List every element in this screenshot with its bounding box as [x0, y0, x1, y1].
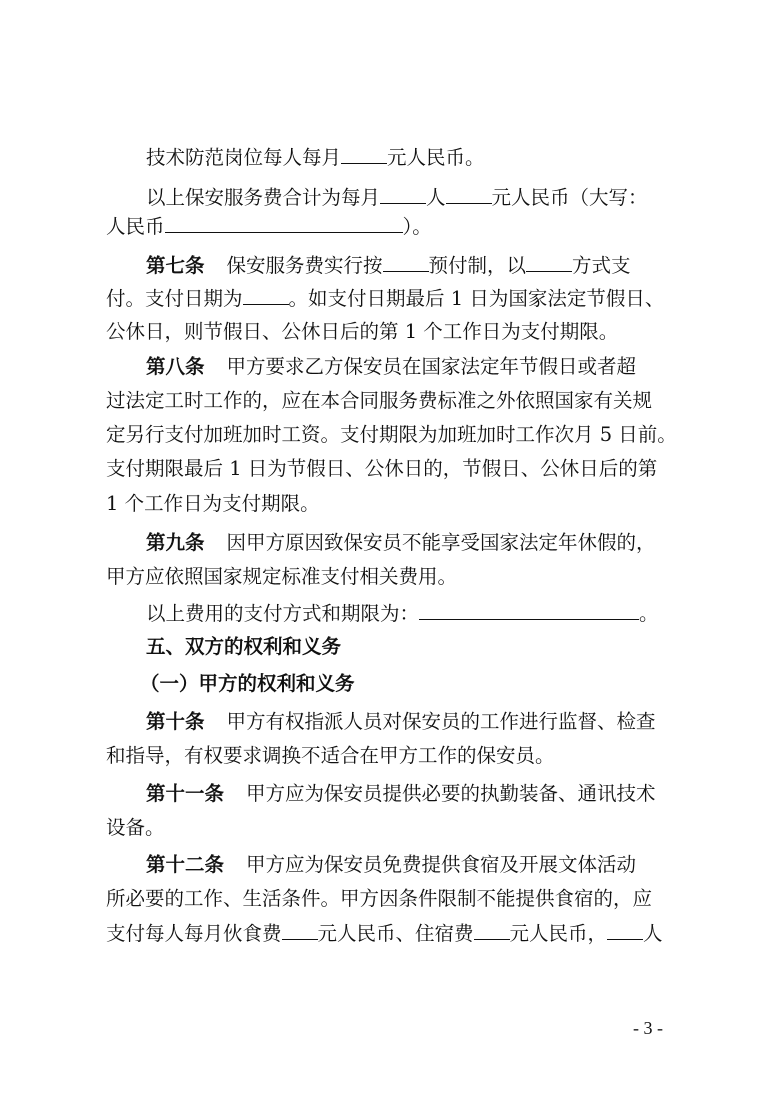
blank-field [383, 253, 429, 272]
paragraph-line: 公休日，则节假日、公休日后的第 1 个工作日为支付期限。 [106, 320, 619, 343]
blank-field [526, 253, 572, 272]
blank-field [341, 145, 387, 164]
page-number: - 3 - [633, 1018, 663, 1038]
blank-field [446, 185, 492, 204]
paragraph-line: 1 个工作日为支付期限。 [106, 492, 320, 515]
section-heading: 五、双方的权利和义务 [146, 635, 342, 658]
paragraph-line: 人民币 ）。 [106, 215, 432, 238]
blank-field [282, 921, 318, 940]
paragraph-line: 和指导，有权要求调换不适合在甲方工作的保安员。 [106, 744, 555, 767]
article-8-line: 第八条 甲方要求乙方保安员在国家法定年节假日或者超 [146, 355, 637, 378]
blank-field [607, 921, 643, 940]
paragraph-line: 甲方应依照国家规定标准支付相关费用。 [106, 565, 458, 588]
blank-field [474, 921, 510, 940]
article-heading: 第十二条 [146, 853, 225, 876]
blank-field [419, 601, 639, 620]
paragraph-line: 以上费用的支付方式和期限为： 。 [146, 602, 659, 625]
article-heading: 第十一条 [146, 782, 225, 805]
paragraph-line: 定另行支付加班加时工资。支付期限为加班加时工作次月 5 日前。 [106, 423, 677, 446]
paragraph-line: 支付期限最后 1 日为节假日、公休日的，节假日、公休日后的第 [106, 457, 658, 480]
blank-field [380, 185, 426, 204]
paragraph-line: 所必要的工作、生活条件。甲方因条件限制不能提供食宿的，应 [106, 887, 653, 910]
paragraph-line: 过法定工时工作的，应在本合同服务费标准之外依照国家有关规 [106, 389, 653, 412]
article-7-line: 第七条 保安服务费实行按 预付制，以 方式支 [146, 254, 631, 277]
article-11-line: 第十一条 甲方应为保安员提供必要的执勤装备、通讯技术 [146, 782, 656, 805]
paragraph-line: 付。支付日期为 。如支付日期最后 1 日为国家法定节假日、 [106, 287, 665, 310]
blank-field [243, 286, 289, 305]
article-10-line: 第十条 甲方有权指派人员对保安员的工作进行监督、检查 [146, 710, 656, 733]
article-heading: 第七条 [146, 254, 205, 277]
article-heading: 第十条 [146, 710, 205, 733]
blank-field [165, 214, 403, 233]
subsection-heading: （一）甲方的权利和义务 [140, 672, 355, 695]
paragraph-line: 设备。 [106, 816, 165, 839]
article-9-line: 第九条 因甲方原因致保安员不能享受国家法定年休假的， [146, 531, 656, 554]
article-heading: 第九条 [146, 531, 205, 554]
paragraph-line: 以上保安服务费合计为每月 人 元人民币（大写： [146, 186, 648, 209]
article-12-line: 第十二条 甲方应为保安员免费提供食宿及开展文体活动 [146, 853, 637, 876]
paragraph-line: 技术防范岗位每人每月 元人民币。 [146, 146, 485, 169]
article-heading: 第八条 [146, 355, 205, 378]
paragraph-line: 支付每人每月伙食费 元人民币、住宿费 元人民币， 人 [106, 922, 663, 945]
